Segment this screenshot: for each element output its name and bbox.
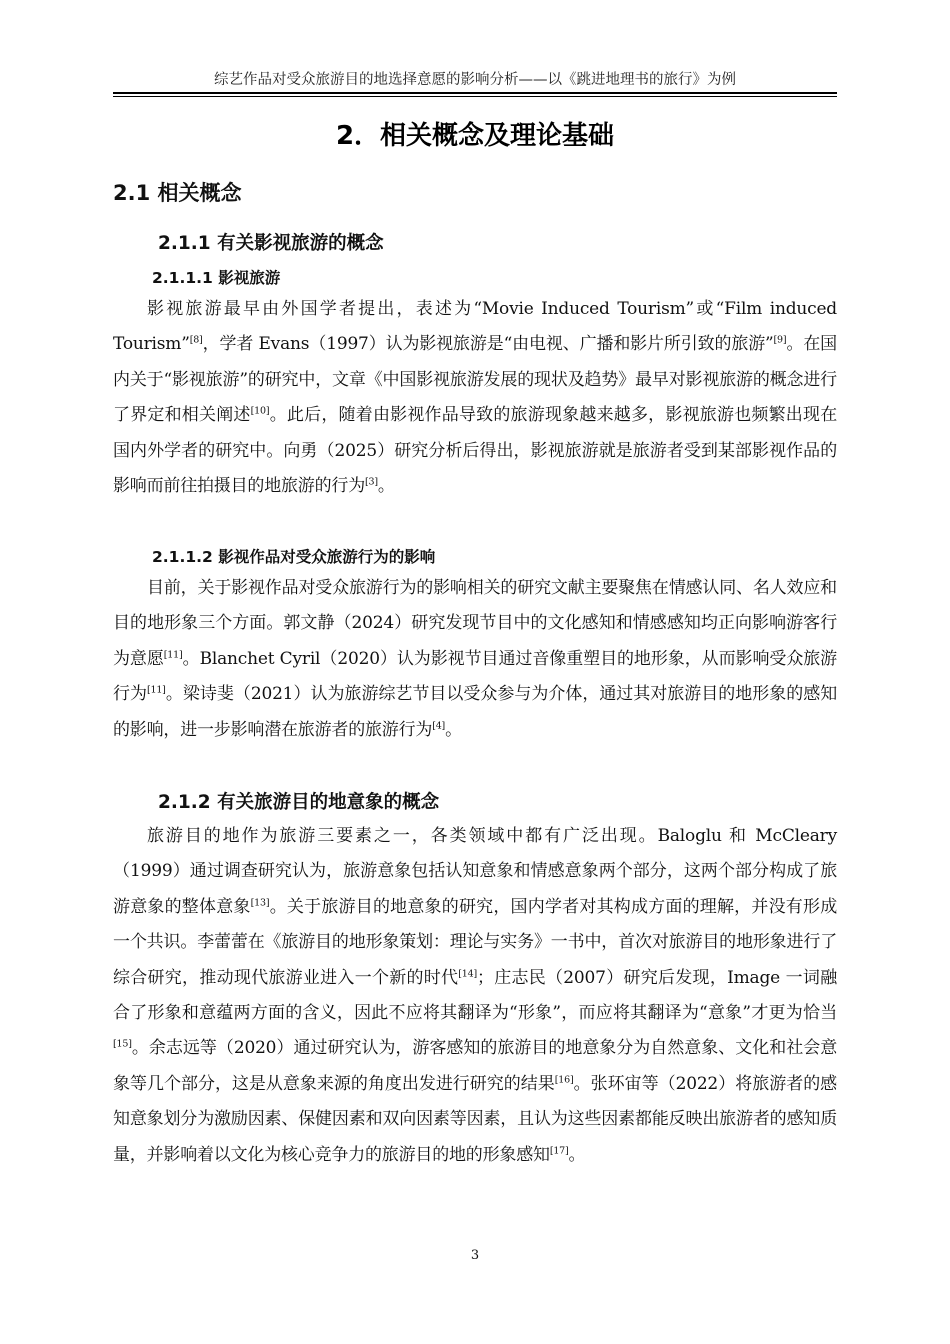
citation-ref: [11] <box>163 649 183 661</box>
paragraph-text: 目前，关于影视作品对受众旅游行为的影响相关的研究文献主要聚焦在情感认同、名人效应和目的地形象三个方面。郭文静（2024）研究发现节目中的文化感知和情感感知均正向影响游客行为意愿 <box>113 578 837 669</box>
citation-ref: [15] <box>113 1038 132 1050</box>
citation-ref: [17] <box>549 1145 569 1156</box>
section-heading-2-1-1: 2.1.1 有关影视旅游的概念 <box>158 233 384 254</box>
citation-ref: [11] <box>146 684 166 696</box>
citation-ref: [10] <box>250 405 270 417</box>
page-number: 3 <box>470 1248 480 1263</box>
chapter-title: 2．相关概念及理论基础 <box>335 121 615 151</box>
citation-ref: [14] <box>458 967 477 979</box>
running-header: 综艺作品对受众旅游目的地选择意愿的影响分析——以《跳进地理书的旅行》为例 <box>214 72 736 88</box>
header-rule-thin <box>113 96 837 97</box>
section-heading-2-1: 2.1 相关概念 <box>113 181 242 205</box>
paragraph-text: 。Blanchet Cyril（2020）认为影视节目通过音像重塑目的地形象，从而影响受众旅游行为 <box>113 648 837 705</box>
paragraph-text: 。 <box>377 476 395 497</box>
header-rule-thick <box>113 92 837 94</box>
paragraph-text: 。关于旅游目的地意象的研究，国内学者对其构成方面的理解，并没有形成一个共识。李蕾蕾在《旅游目的地形象策划：理论与实务》一书中，首次对旅游目的地形象进行了综合研究，推动现代旅游业进入一个新的时代 <box>113 896 837 988</box>
section-heading-2-1-1-2: 2.1.1.2 影视作品对受众旅游行为的影响 <box>152 548 436 566</box>
paragraph-text: 。余志远等（2020）通过研究认为，游客感知的旅游目的地意象分为自然意象、文化和社会意象等几个部分，这是从意象来源的角度出发进行研究的结果 <box>113 1038 837 1094</box>
paragraph-text: 。梁诗斐（2021）认为旅游综艺节目以受众参与为介体，通过其对旅游目的地形象的感知的影响，进一步影响潜在旅游者的旅游行为 <box>113 684 837 740</box>
citation-ref: [4] <box>432 719 446 731</box>
paragraph-destination-image <box>113 819 837 1173</box>
section-heading-2-1-1-1: 2.1.1.1 影视旅游 <box>152 269 281 287</box>
paragraph-text: 。 <box>568 1144 586 1165</box>
paragraph-text: 旅游目的地作为旅游三要素之一，各类领域中都有广泛出现。Baloglu 和 McCleary（1999）通过调查研究认为，旅游意象包括认知意象和情感意象两个部分，这两个部分构成了旅游意象的整体意象 <box>113 826 837 917</box>
citation-ref: [16] <box>554 1074 574 1086</box>
citation-ref: [3] <box>365 476 378 488</box>
paragraph-text: 。在国内关于“影视旅游”的研究中，文章《中国影视旅游发展的现状及趋势》最早对影视旅游的概念进行了界定和相关阐述 <box>113 334 837 426</box>
paragraph-film-influence <box>113 571 837 748</box>
paragraph-text: 。张环宙等（2022）将旅游者的感知意象划分为激励因素、保健因素和双向因素等因素，且认为这些因素都能反映出旅游者的感知质量，并影响着以文化为核心竞争力的旅游目的地的形象感知 <box>113 1073 837 1165</box>
paragraph-text: ；庄志民（2007）研究后发现，Image 一词融合了形象和意蕴两方面的含义，因此不应将其翻译为“形象”，而应将其翻译为“意象”才更为恰当 <box>113 967 837 1024</box>
section-heading-2-1-2: 2.1.2 有关旅游目的地意象的概念 <box>158 792 440 813</box>
paragraph-text: ，学者 Evans（1997）认为影视旅游是“由电视、广播和影片所引致的旅游” <box>202 334 774 355</box>
paragraph-film-tourism <box>113 292 837 504</box>
citation-ref: [13] <box>250 897 270 909</box>
citation-ref: [9] <box>773 334 787 346</box>
paragraph-text: 。此后，随着由影视作品导致的旅游现象越来越多，影视旅游也频繁出现在国内外学者的研究中。向勇（2025）研究分析后得出，影视旅游就是旅游者受到某部影视作品的影响而前往拍摄目的地旅游的行为 <box>113 405 837 497</box>
paragraph-text: 影视旅游最早由外国学者提出，表述为“Movie Induced Tourism”或“Film induced Tourism” <box>113 299 837 355</box>
citation-ref: [8] <box>189 334 203 346</box>
paragraph-text: 。 <box>445 719 462 740</box>
